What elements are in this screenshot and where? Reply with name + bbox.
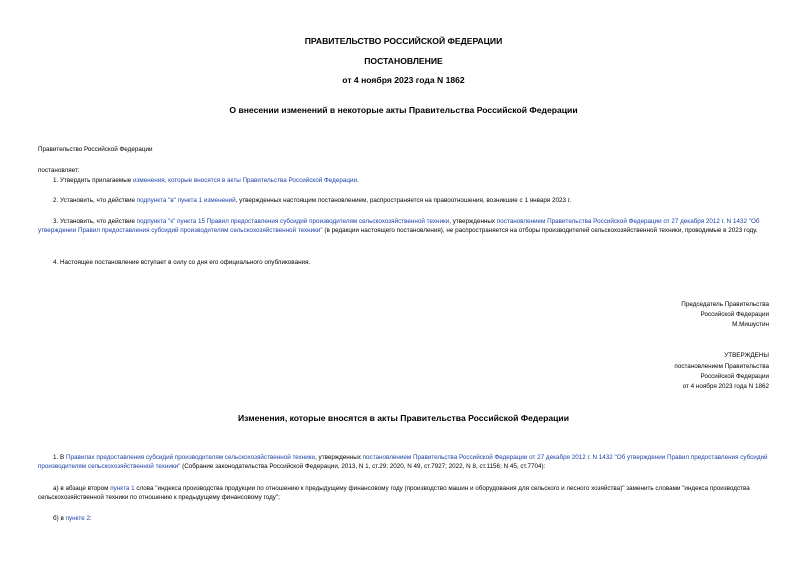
date-number-heading: от 4 ноября 2023 года N 1862 xyxy=(342,75,465,85)
paragraph-2-prefix: 2. Установить, что действие xyxy=(53,197,137,204)
subpoint-k-link[interactable]: подпункта "к" пункта 15 Правил предоставления субсидий производителям сельскохозяйственной техники xyxy=(136,218,450,225)
change-b xyxy=(38,514,769,523)
change-1-prefix: 1. В xyxy=(53,454,66,461)
approved-line-1: УТВЕРЖДЕНЫ xyxy=(724,352,769,359)
subpoint-v-link[interactable]: подпункта "в" пункта 1 изменений xyxy=(136,197,236,204)
rules-link[interactable]: Правилах предоставления субсидий производителям сельскохозяйственной техники xyxy=(65,454,316,461)
point-2-link[interactable]: пункте 2 xyxy=(65,515,90,522)
change-a-prefix: а) в абзаце втором xyxy=(53,485,111,492)
paragraph-3 xyxy=(38,217,769,236)
paragraph-3-prefix: 3. Установить, что действие xyxy=(53,218,137,225)
resolution-1432-link[interactable]: постановлением Правительства Российской Федерации от 27 декабря 2012 г. N 1432 "Об утверждении Правил предоставления субсидий производителям сельскохозяйственной техники" xyxy=(38,218,760,235)
approved-line-3: Российской Федерации xyxy=(700,373,769,380)
change-1-suffix: (Собрание законодательства Российской Федерации, 2013, N 1, ст.29; 2020, N 49, ст.7927; 2022, N 8, ст.1156; N 45, ст.7704): xyxy=(180,463,546,471)
document-title: О внесении изменений в некоторые акты Правительства Российской Федерации xyxy=(229,105,578,115)
decides-text: постановляет: xyxy=(38,167,80,174)
paragraph-2-suffix: , утвержденных настоящим постановлением, распространяется на правоотношения, возникшие с 1 января 2023 г. xyxy=(235,197,571,204)
change-a xyxy=(38,484,769,503)
signature-name: М.Мишустин xyxy=(732,321,769,328)
resolution-1432-link-2[interactable]: постановлением Правительства Российской Федерации от 27 декабря 2012 г. N 1432 "Об утверждении Правил предоставления субсидий производителям сельскохозяйственной техники" xyxy=(38,454,768,471)
change-b-suffix: : xyxy=(90,515,92,522)
paragraph-1-suffix: . xyxy=(356,177,359,184)
paragraph-1 xyxy=(38,176,769,185)
doc-type-heading: ПОСТАНОВЛЕНИЕ xyxy=(364,56,443,66)
change-1-mid: , утвержденных xyxy=(315,454,363,461)
approved-line-4: от 4 ноября 2023 года N 1862 xyxy=(682,383,769,390)
changes-link[interactable]: изменения, которые вносятся в акты Правительства Российской Федерации xyxy=(133,177,357,184)
paragraph-1-prefix: 1. Утвердить прилагаемые xyxy=(53,177,133,184)
signature-position-2: Российской Федерации xyxy=(700,311,769,318)
paragraph-4: 4. Настоящее постановление вступает в силу со дня его официального опубликования. xyxy=(53,259,311,266)
point-1-link[interactable]: пункта 1 xyxy=(110,485,135,492)
change-a-suffix: слова "индекса производства продукции по отношению к предыдущему финансовому году (производство машин и оборудования для сельского и лесного хозяйства)" заменить словами "индекса производства сельскохозяйственной техники по отношению к предыдущему финансовому году"; xyxy=(38,485,750,502)
paragraph-3-mid: , утвержденных xyxy=(449,218,497,225)
change-1 xyxy=(38,453,769,472)
intro-text: Правительство Российской Федерации xyxy=(38,146,153,153)
approved-line-2: постановлением Правительства xyxy=(674,363,769,370)
change-b-prefix: б) в xyxy=(53,515,66,522)
paragraph-2 xyxy=(38,196,769,205)
changes-title: Изменения, которые вносятся в акты Правительства Российской Федерации xyxy=(237,413,569,423)
signature-position-1: Председатель Правительства xyxy=(681,301,769,308)
government-heading: ПРАВИТЕЛЬСТВО РОССИЙСКОЙ ФЕДЕРАЦИИ xyxy=(304,36,503,46)
paragraph-3-suffix: (в редакции настоящего постановления), не распространяется на отборы производителей сельскохозяйственной техники, проводимые в 2023 году. xyxy=(322,227,758,235)
